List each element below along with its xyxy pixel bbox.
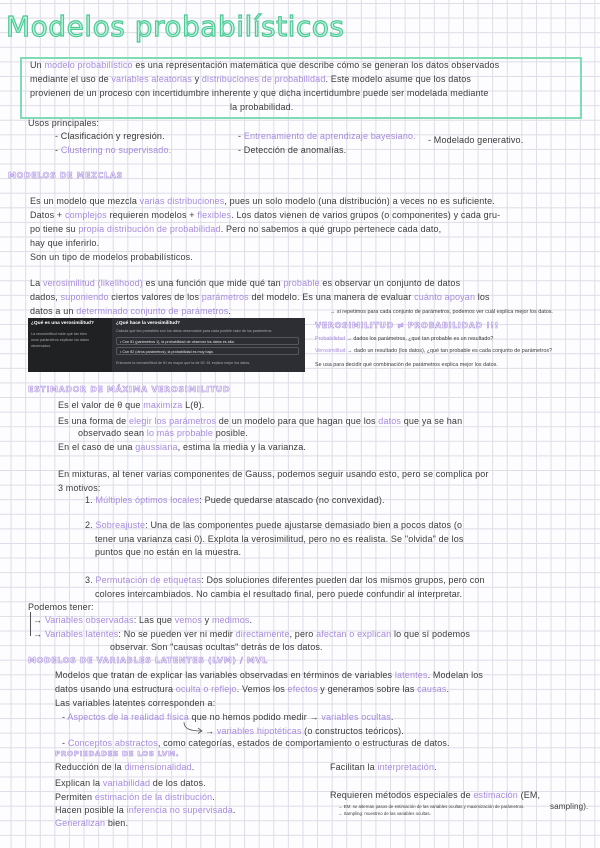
definition-line [30, 88, 489, 99]
text-segment: lo que sí podemos [391, 629, 471, 639]
section-heading-mle: ESTIMADOR DE MÁXIMA VEROSIMILITUD [28, 385, 231, 394]
highlighted-term: elegir los parámetros [128, 416, 217, 426]
highlighted-term: complejos [64, 210, 107, 220]
property-item [55, 805, 236, 816]
text-segment: del modelo. Es una manera de evaluar [248, 292, 415, 302]
text-segment: Es una forma de [58, 416, 129, 426]
text-segment: Son un tipo de modelos probabilísticos. [30, 252, 193, 262]
text-segment: 2. [85, 520, 96, 530]
text-segment: (o constructos teóricos). [301, 726, 404, 736]
reason-line [85, 575, 485, 586]
highlighted-term: Sobreajuste [95, 520, 146, 530]
highlighted-term: variables ocultas [321, 712, 391, 722]
text-segment: - Clasificación y regresión. [55, 131, 165, 141]
text-segment: Permiten [55, 792, 95, 802]
highlighted-term: oculta o reflejo [175, 684, 237, 694]
chat-answer-bullet [116, 347, 299, 355]
chat-answer-intro: Calcula qué tan probables son los datos observados para cada posible valor de los parámetros. [116, 329, 273, 333]
text-segment: observado sean [78, 428, 147, 438]
property-note: → Sampling: muestreo de las variables ocultas. [338, 811, 431, 816]
use-item [428, 135, 523, 146]
text-segment: Las variables latentes corresponden a: [55, 698, 216, 708]
text-segment: sampling). [550, 802, 589, 811]
definition-line [30, 60, 499, 71]
text-segment: : No se pueden ver ni medir [118, 629, 236, 639]
likelihood-line [30, 292, 490, 303]
highlighted-term: Entrenamiento de aprendizaje bayesiano. [243, 131, 416, 141]
highlighted-term: Aspectos de la realidad física [67, 712, 189, 722]
text-segment: . Los datos vienen de varios grupos (o componentes) y cada gru- [231, 210, 501, 220]
lvm-line [205, 726, 404, 737]
text-segment: Hacen posible la [55, 805, 127, 815]
mixture-issue-line [58, 469, 489, 480]
highlighted-term: variables aleatorias [111, 74, 192, 84]
highlighted-term: determinado conjunto de parámetros [76, 306, 229, 316]
highlighted-term: Probabilidad [315, 336, 345, 342]
use-item [55, 145, 171, 156]
mle-line [58, 442, 306, 453]
highlighted-term: verosimilitud (likelihood) [42, 278, 143, 288]
curved-arrow-icon [180, 721, 204, 735]
text-segment: hay que inferirlo. [30, 238, 100, 248]
text-segment: . Modelan los [427, 670, 484, 680]
text-segment: La [30, 278, 43, 288]
highlighted-term: gaussiana [135, 442, 178, 452]
use-item [238, 131, 416, 142]
chat-answer-outro: Entonces la verosimilitud de θ1 es mayor que la de θ2: θ1 explica mejor los datos. [116, 361, 251, 365]
text-segment: tener una varianza casi 0). Explota la verosimilitud, pero no es realista. Se "olvida" de los [95, 534, 464, 544]
highlighted-term: Permutación de etiquetas [95, 575, 202, 585]
mixtures-line [30, 210, 500, 221]
text-segment: po tiene su [30, 224, 79, 234]
text-segment: Es un modelo que mezcla [30, 196, 140, 206]
text-segment: L(θ). [182, 400, 205, 410]
use-item [238, 145, 346, 156]
highlighted-term: varias distribuciones [139, 196, 225, 206]
property-item [55, 792, 215, 803]
chat-answer-panel [112, 318, 305, 372]
chat-sidebar-line: observados. [31, 344, 52, 348]
text-segment: 3. [85, 575, 96, 585]
text-segment: 3 motivos: [58, 483, 101, 493]
text-segment: los [475, 292, 490, 302]
definition-line [30, 74, 471, 85]
uses-heading: Usos principales: [28, 118, 100, 128]
highlighted-term: datos [378, 416, 402, 426]
chat-answer-title: ¿Qué hace la verosimilitud? [116, 321, 180, 326]
highlighted-term: distribuciones de probabilidad [201, 74, 326, 84]
text-segment: posible. [213, 428, 248, 438]
variables-line [33, 615, 252, 626]
definition-line [230, 102, 293, 113]
variables-line [33, 629, 470, 640]
text-segment: . Este modelo asume que los datos [325, 74, 472, 84]
text-segment: puntos que no están en la muestra. [95, 547, 242, 557]
text-segment: observar. Son "causas ocultas" detrás de los datos. [110, 642, 323, 652]
highlighted-term: vemos [174, 615, 202, 625]
text-segment: datos usando una estructura [55, 684, 176, 694]
compare-line [315, 348, 552, 355]
likelihood-vs-probability-heading: VEROSIMILITUD ≠ PROBABILIDAD !!! [315, 321, 499, 330]
highlighted-term: interpretación [377, 762, 435, 772]
text-segment: (EM, [517, 790, 541, 800]
chat-question-title: ¿Qué es una verosimilitud? [31, 321, 94, 326]
property-item [55, 818, 128, 829]
text-segment: es observar un conjunto de datos [319, 278, 461, 288]
text-segment: Facilitan la [330, 762, 378, 772]
text-segment: dados, [30, 292, 61, 302]
text-segment: → [205, 726, 217, 736]
text-segment: y generamos sobre las [317, 684, 418, 694]
text-segment: mediante el uso de [30, 74, 112, 84]
text-segment: , como categorías, estados de comportamiento o estructuras de datos. [157, 738, 450, 748]
text-segment: → dados los parámetros, ¿qué tan probable es un resultado? [344, 336, 494, 342]
text-segment: . [390, 712, 394, 722]
text-segment: ciertos valores de los [108, 292, 202, 302]
text-segment: En el caso de una [58, 442, 136, 452]
text-segment: colores intercambiados. No cambia el resultado final, pero puede confundir al interpretar. [95, 589, 463, 599]
text-segment: - [62, 712, 68, 722]
text-segment: . Vemos los [236, 684, 288, 694]
text-segment: . [212, 792, 215, 802]
text-segment: : Una de las componentes puede ajustarse demasiado bien a pocos datos (o [145, 520, 463, 530]
highlighted-term: probable [283, 278, 320, 288]
mle-line [58, 416, 462, 427]
text-segment: , pues un solo modelo (una distribución) a veces no es suficiente. [224, 196, 495, 206]
lvm-line [62, 712, 394, 723]
chat-sidebar-panel [28, 318, 112, 372]
compare-line [315, 362, 498, 369]
text-segment: . [191, 762, 195, 772]
mixtures-line [30, 224, 441, 235]
highlighted-term: Variables latentes [44, 629, 119, 639]
embedded-screenshot [28, 318, 305, 372]
text-segment: Un [30, 60, 45, 70]
text-segment: Datos + [30, 210, 65, 220]
text-segment: - [238, 131, 244, 141]
highlighted-term: afectan o explican [316, 629, 392, 639]
reason-line [85, 520, 462, 531]
text-segment: Requieren métodos especiales de [330, 790, 474, 800]
text-segment: - Detección de anomalías. [238, 145, 347, 155]
property-note: → EM: se alternan pasos de estimación de las variables ocultas y maximización de parámetros. [338, 804, 525, 809]
lvm-line [55, 698, 215, 709]
mixture-issue-line [58, 483, 101, 494]
property-item [55, 778, 206, 789]
text-segment: es una representación matemática que describe cómo se generan los datos observados [132, 60, 500, 70]
text-segment: Reducción de la [55, 762, 125, 772]
highlighted-term: modelo probabilístico [44, 60, 133, 70]
text-segment: . [249, 615, 253, 625]
chat-answer-bullet [116, 337, 299, 345]
text-segment: Modelos que tratan de explicar las variables observadas en términos de variables [55, 670, 395, 680]
text-segment: - Modelado generativo. [428, 135, 524, 145]
highlighted-term: estimación de la distribución [94, 792, 213, 802]
highlighted-term: Variables observadas [44, 615, 134, 625]
text-segment: 1. [85, 495, 96, 505]
property-item [330, 790, 540, 801]
section-heading-lvm: MODELOS DE VARIABLES LATENTES (LVM) / MVL [28, 656, 268, 665]
use-item [55, 131, 165, 142]
variables-heading: Podemos tener: [28, 602, 94, 612]
text-segment: . [232, 805, 236, 815]
text-segment: Es el valor de θ que [58, 400, 144, 410]
text-segment: . Pero no sabemos a qué grupo pertenece cada dato, [220, 224, 442, 234]
section-heading-properties: PROPIEDADES DE LOS LVM. [55, 749, 180, 758]
highlighted-term: propia distribución de probabilidad [78, 224, 221, 234]
property-item [55, 762, 194, 773]
highlighted-term: variables hipotéticas [216, 726, 302, 736]
property-item [550, 801, 588, 812]
compare-line [315, 336, 493, 343]
text-segment: En mixturas, al tener varias componentes de Gauss, podemos seguir usando esto, pero se complica por [58, 469, 489, 479]
text-segment: que ya se han [401, 416, 463, 426]
mixtures-line [30, 196, 495, 207]
reason-line [95, 534, 464, 545]
text-segment: : Dos soluciones diferentes pueden dar los mismos grupos, pero con [201, 575, 485, 585]
highlighted-term: lo más probable [146, 428, 214, 438]
text-segment: y [202, 615, 212, 625]
likelihood-note: → si repetimos para cada conjunto de parámetros, podemos ver cuál explica mejor los datos. [330, 309, 553, 315]
chat-sidebar-line: unos parámetros explican los datos [31, 338, 90, 342]
highlighted-term: dimensionalidad [124, 762, 192, 772]
text-segment: Se usa para decidir qué combinación de parámetros explica mejor los datos. [315, 362, 498, 368]
text-segment: → dado un resultado (los datos), ¿qué tan probable es cada conjunto de parámetros? [345, 348, 553, 354]
text-segment: - [55, 145, 61, 155]
highlighted-term: directamente [235, 629, 290, 639]
text-segment: : Las que [133, 615, 175, 625]
variables-line [110, 642, 323, 653]
lvm-line [55, 684, 449, 695]
text-segment: - [62, 738, 68, 748]
highlighted-term: suponiendo [60, 292, 109, 302]
property-item [330, 762, 437, 773]
lvm-line [55, 670, 483, 681]
highlighted-term: cuánto apoyan [414, 292, 476, 302]
highlighted-term: inferencia no supervisada [126, 805, 233, 815]
text-segment: . [228, 306, 232, 316]
highlighted-term: flexibles [197, 210, 232, 220]
page-title: Modelos probabilísticos [6, 10, 345, 43]
text-segment: , pero [289, 629, 317, 639]
reason-line [85, 495, 385, 506]
text-segment: Explican la [55, 778, 103, 788]
reason-line [95, 589, 462, 600]
section-heading-mixtures: MODELOS DE MEZCLAS [8, 171, 123, 180]
likelihood-line [30, 306, 231, 317]
highlighted-term: causas [417, 684, 447, 694]
mixtures-line [30, 252, 193, 263]
highlighted-term: Múltiples óptimos locales [95, 495, 200, 505]
likelihood-line [30, 278, 460, 289]
text-segment: . [434, 762, 437, 772]
text-segment: datos a un [30, 306, 77, 316]
text-segment: → [33, 615, 45, 625]
lvm-line [62, 738, 450, 749]
text-segment: bien. [105, 818, 129, 828]
highlighted-term: Clustering no supervisado. [60, 145, 172, 155]
highlighted-term: Conceptos abstractos [67, 738, 158, 748]
text-segment: → [33, 629, 45, 639]
mle-line [78, 428, 248, 439]
text-segment: : Puede quedarse atascado (no convexidad). [199, 495, 385, 505]
highlighted-term: medimos [211, 615, 250, 625]
text-segment: provienen de un proceso con incertidumbre inherente y que dicha incertidumbre puede ser modelada mediante [30, 88, 489, 98]
highlighted-term: Generalizan [55, 818, 106, 828]
chat-sidebar-line: La verosimilitud mide qué tan bien [31, 332, 87, 336]
text-segment: requieren modelos + [106, 210, 198, 220]
chat-bullet-text: • Con θ2 (otros parámetros), la probabilidad es muy baja. [120, 349, 214, 354]
highlighted-term: maximiza [143, 400, 183, 410]
text-segment: de los datos. [150, 778, 206, 788]
mixtures-line [30, 238, 99, 249]
text-segment: la probabilidad. [230, 102, 294, 112]
highlighted-term: Verosimilitud [315, 348, 346, 354]
text-segment: es una función que mide qué tan [142, 278, 284, 288]
highlighted-term: latentes [394, 670, 428, 680]
highlighted-term: estimación [473, 790, 518, 800]
mle-line [58, 400, 204, 411]
bracket-line [30, 612, 31, 636]
reason-line [95, 547, 241, 558]
text-segment: que no hemos podido medir → [188, 712, 322, 722]
chat-bullet-text: • Con θ1 (parámetros 1), la probabilidad de observar los datos es alta. [120, 339, 235, 344]
highlighted-term: parámetros [201, 292, 249, 302]
text-segment: . [446, 684, 450, 694]
text-segment: , estima la media y la varianza. [177, 442, 307, 452]
text-segment: y [191, 74, 202, 84]
highlighted-term: variabilidad [102, 778, 151, 788]
text-segment: de un modelo para que hagan que los [216, 416, 379, 426]
highlighted-term: efectos [287, 684, 318, 694]
